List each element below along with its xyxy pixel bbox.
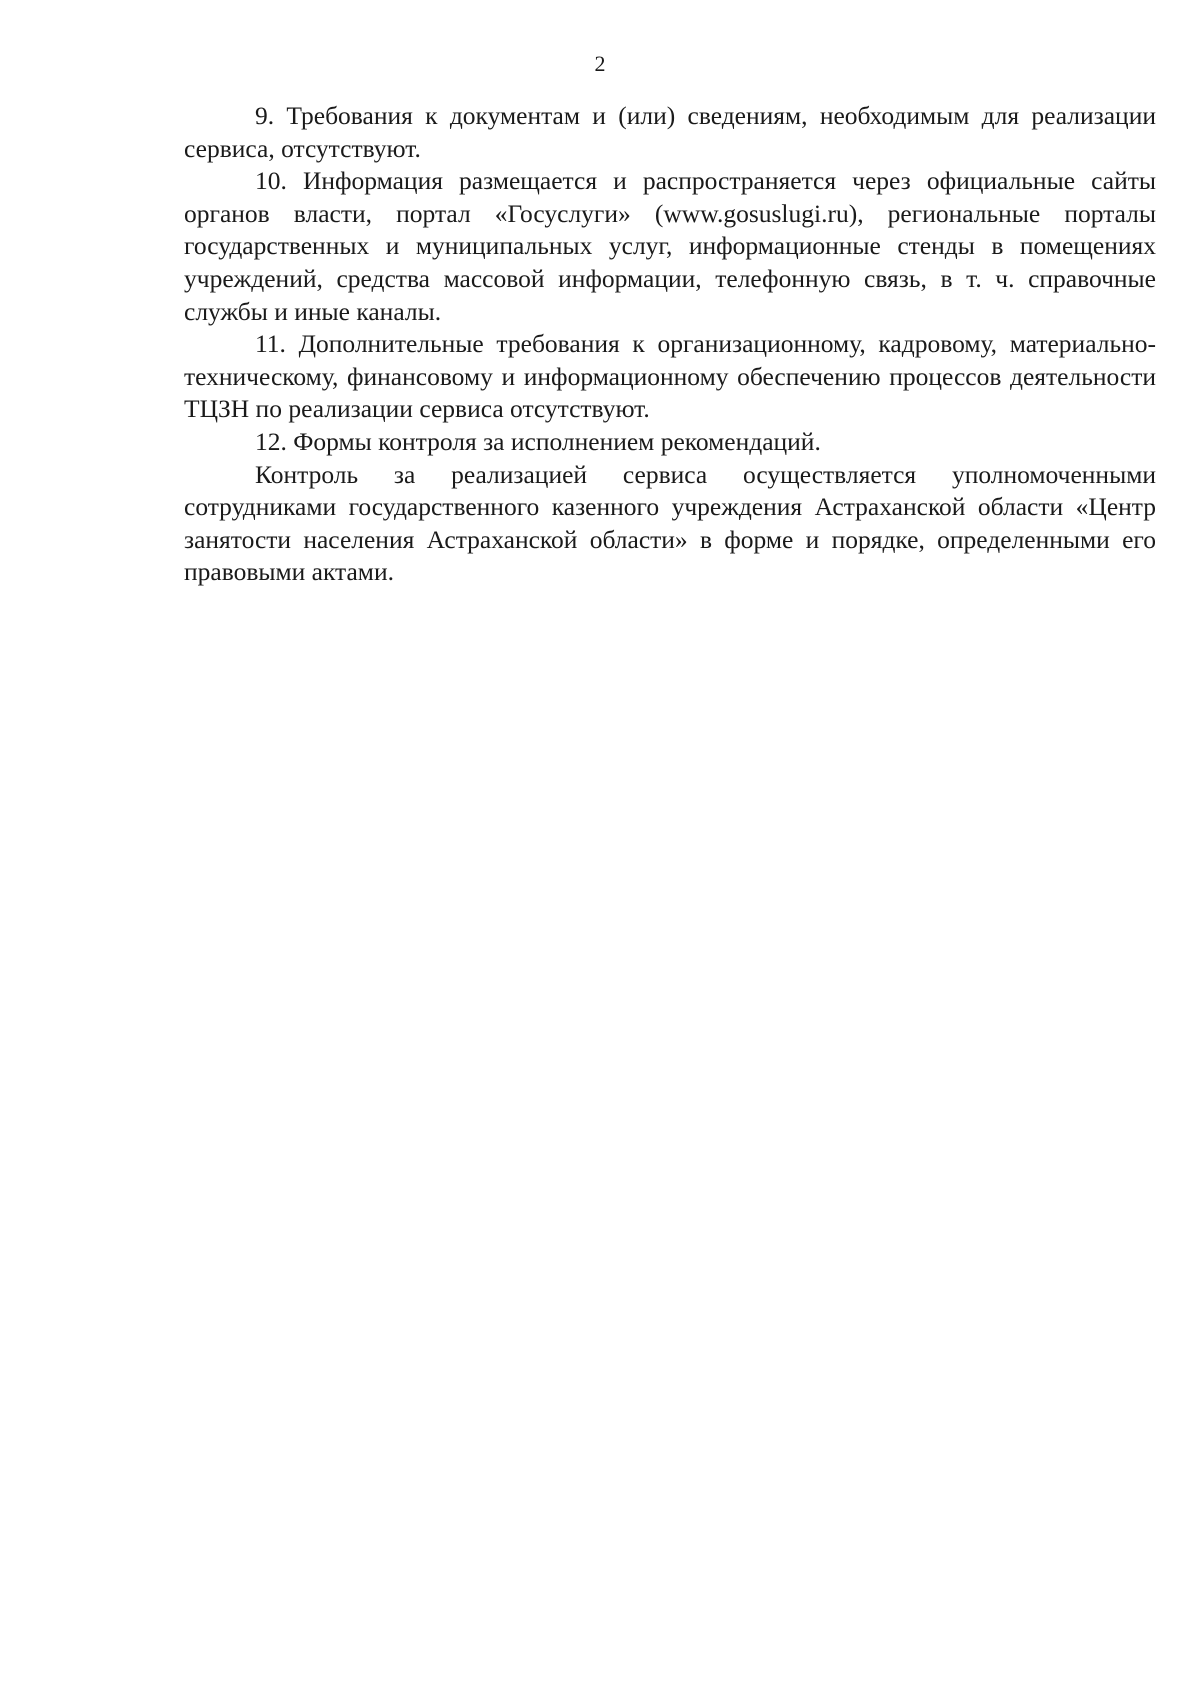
paragraph-11-additional-requirements: 11. Дополнительные требования к организационному, кадровому, материально-техническому, финансовому и информационному обеспечению процессов деятельности ТЦЗН по реализации сервиса отсутствуют. — [184, 329, 1156, 424]
paragraph-control-description: Контроль за реализацией сервиса осуществляется уполномоченными сотрудниками государственного казенного учреждения Астраханской области «Центр занятости населения Астраханской области» в форме и порядке, определенными его правовыми актами. — [184, 459, 1156, 587]
paragraph-12-control-forms: 12. Формы контроля за исполнением рекомендаций. — [255, 426, 821, 456]
paragraph-9-document-requirements: 9. Требования к документам и (или) сведениям, необходимым для реализации сервиса, отсутствуют. — [184, 101, 1156, 163]
document-body — [184, 100, 1156, 589]
page-number: 2 — [594, 51, 606, 76]
paragraph-10-information-channels: 10. Информация размещается и распространяется через официальные сайты органов власти, портал «Госуслуги» (www.gosuslugi.ru), региональные порталы государственных и муниципальных услуг, информационные стенды в помещениях учреждений, средства массовой информации, телефонную связь, в т. ч. справочные службы и иные каналы. — [184, 166, 1156, 326]
